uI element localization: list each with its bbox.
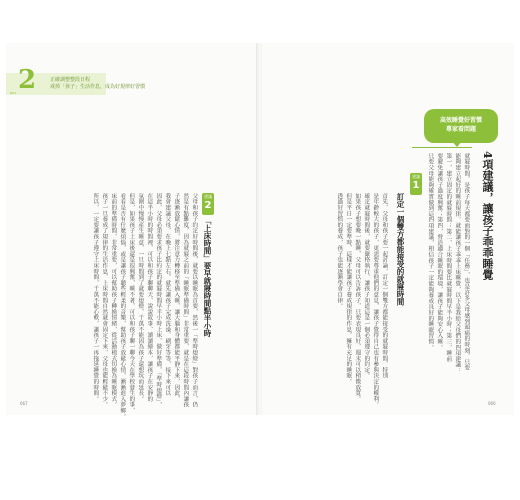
open-book <box>6 43 514 420</box>
body-column: 看看是否有什麼煩惱，或是讓孩子聽些輕柔的音樂，幫助孩子放鬆心情，漸漸進入夢鄉。 <box>119 193 126 420</box>
body-column: 父母和孩子約定好時間後，就要以睡眠為首要，然後一「準時熄燈」對孩子而言，仍 <box>191 193 198 408</box>
left-page <box>6 43 258 420</box>
body-column: 但是，如果孩子上床後還是很興奮，睡不著，可以和孩子聊一聊今天在學校發生的事， <box>128 193 135 414</box>
main-title: 4項建議，讓孩子乖乖睡覺 <box>481 151 494 280</box>
tip-bubble-line: 高效睡覺好習慣 <box>439 117 482 124</box>
tip-bubble <box>424 109 498 143</box>
part-number: 2 <box>18 65 37 95</box>
body-column: 氛圍中慢慢產生睡意，一旦時間到了就要熄燈，千萬不能因為孩子還想玩而延長。 <box>137 193 144 402</box>
body-column: 然是有點難度，因為就寢之前的「睡眠準備時間」非常重要，就是在這段時間內讓孩 <box>182 193 189 408</box>
chapter-title: 正確調整整段日程 <box>50 77 91 83</box>
chapter-subtitle: 戒掉「孩子」生活作息，成為好規律好習慣 <box>50 84 146 90</box>
part-label: Part <box>10 91 16 95</box>
intro-column: 能夠建立起好的睡前規律，就能讓孩子乖乖上床睡覺，以下是我給父母們的四項建議： <box>454 153 461 374</box>
body-column: 我會建議父母，在晚上七點左右，就先讓孩子完成洗澡、刷牙等等，接下來可以 <box>164 193 171 396</box>
section-badge-number: 1 <box>412 180 420 191</box>
body-column: 確定就寢時間後，就要嚴格執行，讓孩子知道這是一個必須遵守的約定。 <box>363 193 370 379</box>
body-column: 但是平日一定要準時，這樣才能讓孩子養成規律的作息，擁有充足的睡眠。 <box>345 193 352 385</box>
page-number: 066 <box>488 401 496 406</box>
intro-column: 要避免讓孩子過度興奮；第四，營造適合睡眠的環境，讓孩子能夠安心入睡。 <box>436 153 443 351</box>
page-number: 067 <box>20 401 28 406</box>
intro-column: 只要父母能夠確實做到這四項建議，相信孩子一定能夠養成良好的睡眠習慣。 <box>427 153 434 351</box>
body-column: 所以，一定要讓孩子遵守上床時間，千萬不能心軟，讓孩子一再拖延睡覺的時間。 <box>92 193 99 402</box>
section-badge-number: 2 <box>204 200 212 211</box>
section-badge <box>410 173 422 195</box>
body-column: 因此，父母必須要求孩子比約定的就寢時間早半小時上床，做好準備，「準時熄燈」， <box>155 193 162 408</box>
body-column: 孩子一旦養成了規律的生活作息，上床時間自然就會固定下來，父母也能輕鬆不少。 <box>101 193 108 408</box>
body-column: 子逐漸放鬆心情，將注意力轉移至準備入睡，讓大腦和身體都能平靜下來，因此， <box>173 193 180 402</box>
intro-column: 就寢時間，是孩子每天都要面對的一個「任務」，也是許多父母感到頭痛的時刻，只要 <box>463 153 470 371</box>
section-badge-label: 建議 <box>204 194 212 199</box>
section-title: 「上床時間」要早就寢時間點半小時 <box>203 217 212 337</box>
section-badge-label: 建議 <box>412 174 420 179</box>
chapter-header-text <box>50 77 145 91</box>
right-page <box>262 43 514 415</box>
intro-column: 第一，建立固定的就寢時間；第二，上床時間要比就寢時間早半小時；第三，睡前 <box>445 153 452 362</box>
tip-bubble-line: 專家看問題 <box>445 126 476 133</box>
body-column: 首先，父母和孩子要一起討論，訂定一個雙方都能接受的就寢時間，特別 <box>381 193 388 379</box>
body-column: 如果孩子想要晚一點睡，父母可以告訴孩子，只要表現良好，週末可以稍微放寬。 <box>354 193 361 402</box>
body-column: 床前的準備時間，非常重要，可以幫助孩子轉換情緒，從活動模式切換為睡眠模式。 <box>110 193 117 408</box>
body-column: 是年齡較大的孩子，更需要尊重他們的意見，讓孩子覺得自己也有參與決定的權利。 <box>372 193 379 408</box>
body-column: 透過好習慣的養成，孩子也能逐漸學會自律。 <box>336 193 343 309</box>
section-badge <box>202 193 214 215</box>
section-title: 訂定一個雙方都能接受的就寢時間 <box>396 193 405 306</box>
body-column: 在這半小時的時間裡，可以和孩子聊聊天、說說故事、讀讀繪本，讓孩子在安靜的 <box>146 193 153 402</box>
title-rule <box>412 147 472 148</box>
